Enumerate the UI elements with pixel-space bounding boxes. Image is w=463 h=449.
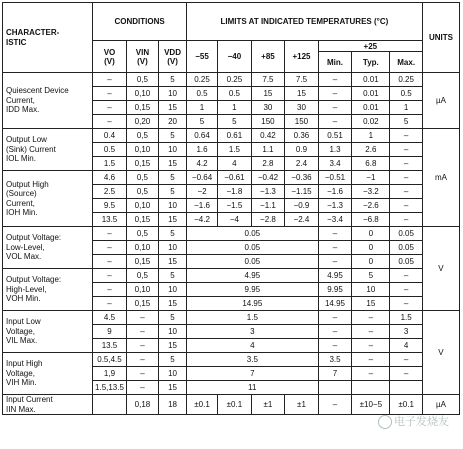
table-cell: ±10−5 — [352, 395, 390, 415]
table-cell: ±0.1 — [390, 395, 422, 415]
table-cell: 10 — [159, 283, 187, 297]
table-cell: 4 — [218, 157, 252, 171]
table-cell: – — [318, 339, 352, 353]
table-cell: −1.3 — [251, 185, 285, 199]
table-cell: 3 — [186, 325, 318, 339]
table-cell: 0.25 — [186, 73, 217, 87]
table-cell: – — [390, 171, 422, 185]
table-cell: 1 — [218, 101, 252, 115]
table-cell: 1.5 — [218, 143, 252, 157]
table-cell: 10 — [159, 199, 187, 213]
table-cell: – — [352, 353, 390, 367]
table-cell: – — [93, 73, 127, 87]
unit-cell: µA — [422, 395, 459, 415]
table-cell: −4.2 — [186, 213, 217, 227]
table-cell: 14.95 — [318, 297, 352, 311]
table-cell: – — [318, 115, 352, 129]
table-cell: – — [93, 115, 127, 129]
table-cell — [390, 381, 422, 395]
table-cell: – — [126, 353, 158, 367]
table-cell: −0.64 — [186, 171, 217, 185]
table-cell: 5 — [159, 129, 187, 143]
table-cell: −4 — [218, 213, 252, 227]
table-row — [3, 269, 460, 283]
table-cell: 0.05 — [390, 241, 422, 255]
table-cell: 30 — [251, 101, 285, 115]
table-cell: −1.15 — [285, 185, 319, 199]
temp-plus85-header: +85 — [251, 41, 285, 73]
table-cell: – — [93, 101, 127, 115]
table-cell: – — [352, 367, 390, 381]
table-cell: 15 — [159, 297, 187, 311]
table-cell: 0,15 — [126, 157, 158, 171]
table-cell: – — [390, 143, 422, 157]
unit-cell: mA — [422, 129, 459, 227]
table-body — [3, 73, 460, 415]
table-cell: 1.5,13.5 — [93, 381, 127, 395]
table-cell: 0 — [352, 227, 390, 241]
table-cell: 0,10 — [126, 87, 158, 101]
table-row — [3, 73, 460, 87]
table-cell: 10 — [159, 367, 187, 381]
table-cell: 2.4 — [285, 157, 319, 171]
table-cell: 13.5 — [93, 213, 127, 227]
table-cell: – — [126, 325, 158, 339]
characteristic-label: Output Low (Sink) Current IOL Min. — [3, 129, 93, 171]
table-cell: 3.4 — [318, 157, 352, 171]
table-cell: 11 — [186, 381, 318, 395]
characteristic-label: Output Voltage: Low-Level, VOL Max. — [3, 227, 93, 269]
table-cell: 30 — [285, 101, 319, 115]
table-cell: 10 — [159, 143, 187, 157]
table-cell: 2.6 — [352, 143, 390, 157]
table-cell: −1.3 — [318, 199, 352, 213]
temp-minus55-header: −55 — [186, 41, 217, 73]
table-cell: 0,10 — [126, 283, 158, 297]
table-cell: 15 — [159, 213, 187, 227]
table-cell: 13.5 — [93, 339, 127, 353]
table-cell: – — [318, 311, 352, 325]
characteristic-label: Output High (Source) Current, IOH Min. — [3, 171, 93, 227]
table-cell: −1.6 — [318, 185, 352, 199]
characteristic-label: Output Voltage: High-Level, VOH Min. — [3, 269, 93, 311]
table-cell: 0.64 — [186, 129, 217, 143]
table-cell: 0.51 — [318, 129, 352, 143]
table-cell: 5 — [159, 171, 187, 185]
table-cell: – — [318, 241, 352, 255]
table-cell: 0.05 — [186, 255, 318, 269]
min-header: Min. — [318, 52, 352, 73]
table-cell: 9.95 — [186, 283, 318, 297]
table-cell: −1.8 — [218, 185, 252, 199]
table-cell: – — [93, 269, 127, 283]
table-cell: – — [390, 157, 422, 171]
table-cell: 150 — [285, 115, 319, 129]
watermark — [378, 413, 449, 429]
table-cell: – — [318, 101, 352, 115]
table-cell: 9.95 — [318, 283, 352, 297]
table-cell: 0.01 — [352, 101, 390, 115]
table-cell: ±1 — [285, 395, 319, 415]
table-cell: −3.2 — [352, 185, 390, 199]
table-cell: 0,5 — [126, 227, 158, 241]
table-cell: 14.95 — [186, 297, 318, 311]
table-cell: 0,5 — [126, 269, 158, 283]
table-cell: −0.42 — [251, 171, 285, 185]
table-cell: 0,15 — [126, 297, 158, 311]
characteristic-header: CHARACTER- ISTIC — [3, 3, 93, 73]
table-cell: 4.6 — [93, 171, 127, 185]
table-cell: 15 — [159, 157, 187, 171]
table-cell: 15 — [159, 339, 187, 353]
characteristic-label: Input High Voltage, VIH Min. — [3, 353, 93, 395]
table-cell: 2.8 — [251, 157, 285, 171]
table-cell: −2.4 — [285, 213, 319, 227]
table-cell: 0.5,4.5 — [93, 353, 127, 367]
table-cell: – — [390, 129, 422, 143]
table-cell: 0,5 — [126, 185, 158, 199]
table-cell — [93, 395, 127, 415]
table-cell: 1 — [352, 129, 390, 143]
table-cell: 7 — [186, 367, 318, 381]
table-cell: ±0.1 — [186, 395, 217, 415]
table-cell: −1.5 — [218, 199, 252, 213]
table-cell: 1.6 — [186, 143, 217, 157]
table-cell: – — [352, 325, 390, 339]
table-cell: 7 — [318, 367, 352, 381]
characteristic-label: Input Low Voltage, VIL Max. — [3, 311, 93, 353]
table-cell: – — [126, 381, 158, 395]
unit-cell: V — [422, 311, 459, 395]
table-cell: 5 — [186, 115, 217, 129]
temp-plus125-header: +125 — [285, 41, 319, 73]
table-cell: – — [390, 297, 422, 311]
table-cell: 10 — [159, 325, 187, 339]
table-cell: 5 — [218, 115, 252, 129]
table-cell: – — [390, 269, 422, 283]
table-cell: 4 — [186, 339, 318, 353]
characteristic-label: Quiescent Device Current, IDD Max. — [3, 73, 93, 129]
table-cell: – — [126, 339, 158, 353]
table-cell: 4.95 — [186, 269, 318, 283]
table-cell: 5 — [159, 73, 187, 87]
table-cell: – — [318, 227, 352, 241]
table-cell: 0.05 — [186, 227, 318, 241]
table-cell: 1.5 — [93, 157, 127, 171]
watermark-logo-icon — [378, 415, 392, 429]
table-cell: 5 — [352, 269, 390, 283]
table-cell: 15 — [285, 87, 319, 101]
table-cell: 0.01 — [352, 73, 390, 87]
table-cell: – — [93, 255, 127, 269]
table-cell: – — [93, 283, 127, 297]
table-cell: 5 — [159, 311, 187, 325]
table-cell: −0.61 — [218, 171, 252, 185]
table-cell: – — [126, 367, 158, 381]
table-cell — [352, 381, 390, 395]
table-cell: – — [318, 395, 352, 415]
table-cell: −1.6 — [186, 199, 217, 213]
table-cell: 15 — [159, 101, 187, 115]
table-cell: 0,20 — [126, 115, 158, 129]
table-row — [3, 171, 460, 185]
table-cell: −1.1 — [251, 199, 285, 213]
table-cell: 10 — [352, 283, 390, 297]
table-cell: 0.36 — [285, 129, 319, 143]
table-cell: ±1 — [251, 395, 285, 415]
table-cell: 5 — [159, 353, 187, 367]
table-cell: 0.5 — [186, 87, 217, 101]
table-cell: 0,10 — [126, 199, 158, 213]
table-cell: – — [93, 227, 127, 241]
table-cell: −1 — [352, 171, 390, 185]
table-cell: 7.5 — [285, 73, 319, 87]
table-cell: 5 — [159, 227, 187, 241]
table-cell: 0.5 — [93, 143, 127, 157]
table-cell: 0 — [352, 255, 390, 269]
table-row — [3, 227, 460, 241]
table-cell: 10 — [159, 241, 187, 255]
table-cell: – — [390, 213, 422, 227]
table-cell: 15 — [159, 255, 187, 269]
table-cell: 0.02 — [352, 115, 390, 129]
table-cell: −2.8 — [251, 213, 285, 227]
table-cell — [318, 381, 352, 395]
table-cell: 0.42 — [251, 129, 285, 143]
table-cell: 18 — [159, 395, 187, 415]
table-cell: −0.51 — [318, 171, 352, 185]
vdd-header: VDD (V) — [159, 41, 187, 73]
table-cell: – — [318, 87, 352, 101]
table-cell: 5 — [159, 269, 187, 283]
typ-header: Typ. — [352, 52, 390, 73]
table-cell: ±0.1 — [218, 395, 252, 415]
table-cell: 3 — [390, 325, 422, 339]
table-cell: 4 — [390, 339, 422, 353]
table-cell: 1.1 — [251, 143, 285, 157]
table-cell: 5 — [159, 185, 187, 199]
table-cell: 0.9 — [285, 143, 319, 157]
table-cell: 6.8 — [352, 157, 390, 171]
table-cell: −6.8 — [352, 213, 390, 227]
table-cell: 20 — [159, 115, 187, 129]
table-cell: 0,15 — [126, 101, 158, 115]
table-cell: – — [352, 339, 390, 353]
table-cell: 9 — [93, 325, 127, 339]
table-cell: – — [93, 241, 127, 255]
table-cell: 0.5 — [218, 87, 252, 101]
table-cell: – — [93, 87, 127, 101]
table-cell: 4.95 — [318, 269, 352, 283]
vin-header: VIN (V) — [126, 41, 158, 73]
electrical-characteristics-table — [2, 2, 460, 415]
vo-header: VO (V) — [93, 41, 127, 73]
table-cell: 4.5 — [93, 311, 127, 325]
table-cell: – — [390, 283, 422, 297]
table-cell: −2.6 — [352, 199, 390, 213]
table-cell: 9.5 — [93, 199, 127, 213]
table-cell: 0,15 — [126, 213, 158, 227]
temp-plus25-header: +25 — [318, 41, 422, 52]
table-cell: 0.05 — [186, 241, 318, 255]
unit-cell: V — [422, 227, 459, 311]
table-cell: 0,15 — [126, 255, 158, 269]
table-cell: 1.5 — [390, 311, 422, 325]
table-cell: 0.05 — [390, 227, 422, 241]
table-row — [3, 129, 460, 143]
table-cell: – — [390, 367, 422, 381]
table-cell: −0.9 — [285, 199, 319, 213]
table-cell: 15 — [352, 297, 390, 311]
table-cell: – — [318, 255, 352, 269]
table-cell: 4.2 — [186, 157, 217, 171]
table-cell: −3.4 — [318, 213, 352, 227]
table-row — [3, 353, 460, 367]
table-cell: 3.5 — [318, 353, 352, 367]
table-row — [3, 395, 460, 415]
watermark-text: 电子发烧友 — [394, 415, 449, 428]
table-cell: 150 — [251, 115, 285, 129]
table-cell: 1.3 — [318, 143, 352, 157]
table-cell: 0.25 — [390, 73, 422, 87]
table-cell: – — [126, 311, 158, 325]
table-cell: 1 — [390, 101, 422, 115]
table-cell: 0,5 — [126, 129, 158, 143]
table-cell: 2.5 — [93, 185, 127, 199]
table-cell: −0.36 — [285, 171, 319, 185]
table-cell: 3.5 — [186, 353, 318, 367]
table-cell: – — [318, 73, 352, 87]
table-cell: 5 — [390, 115, 422, 129]
table-cell: 0,18 — [126, 395, 158, 415]
table-cell: 1 — [186, 101, 217, 115]
limits-header: LIMITS AT INDICATED TEMPERATURES (°C) — [186, 3, 422, 41]
table-cell: −2 — [186, 185, 217, 199]
table-cell: 15 — [159, 381, 187, 395]
table-cell: 0.5 — [390, 87, 422, 101]
temp-minus40-header: −40 — [218, 41, 252, 73]
table-cell: – — [390, 353, 422, 367]
table-cell: – — [318, 325, 352, 339]
units-header: UNITS — [422, 3, 459, 73]
table-cell: 1,9 — [93, 367, 127, 381]
table-cell: 0.61 — [218, 129, 252, 143]
unit-cell: µA — [422, 73, 459, 129]
table-cell: – — [390, 199, 422, 213]
table-cell: 0.4 — [93, 129, 127, 143]
table-cell: 1.5 — [186, 311, 318, 325]
characteristic-label: Input Current IIN Max. — [3, 395, 93, 415]
table-cell: 10 — [159, 87, 187, 101]
table-cell: – — [390, 185, 422, 199]
table-cell: 0.25 — [218, 73, 252, 87]
table-cell: 7.5 — [251, 73, 285, 87]
table-row — [3, 311, 460, 325]
table-cell: 0 — [352, 241, 390, 255]
max-header: Max. — [390, 52, 422, 73]
table-cell: – — [352, 311, 390, 325]
table-cell: 0.05 — [390, 255, 422, 269]
table-cell: 0,10 — [126, 241, 158, 255]
table-cell: 0,10 — [126, 143, 158, 157]
table-cell: 0.01 — [352, 87, 390, 101]
table-cell: 15 — [251, 87, 285, 101]
table-cell: 0,5 — [126, 171, 158, 185]
conditions-header: CONDITIONS — [93, 3, 187, 41]
table-cell: – — [93, 297, 127, 311]
table-cell: 0,5 — [126, 73, 158, 87]
